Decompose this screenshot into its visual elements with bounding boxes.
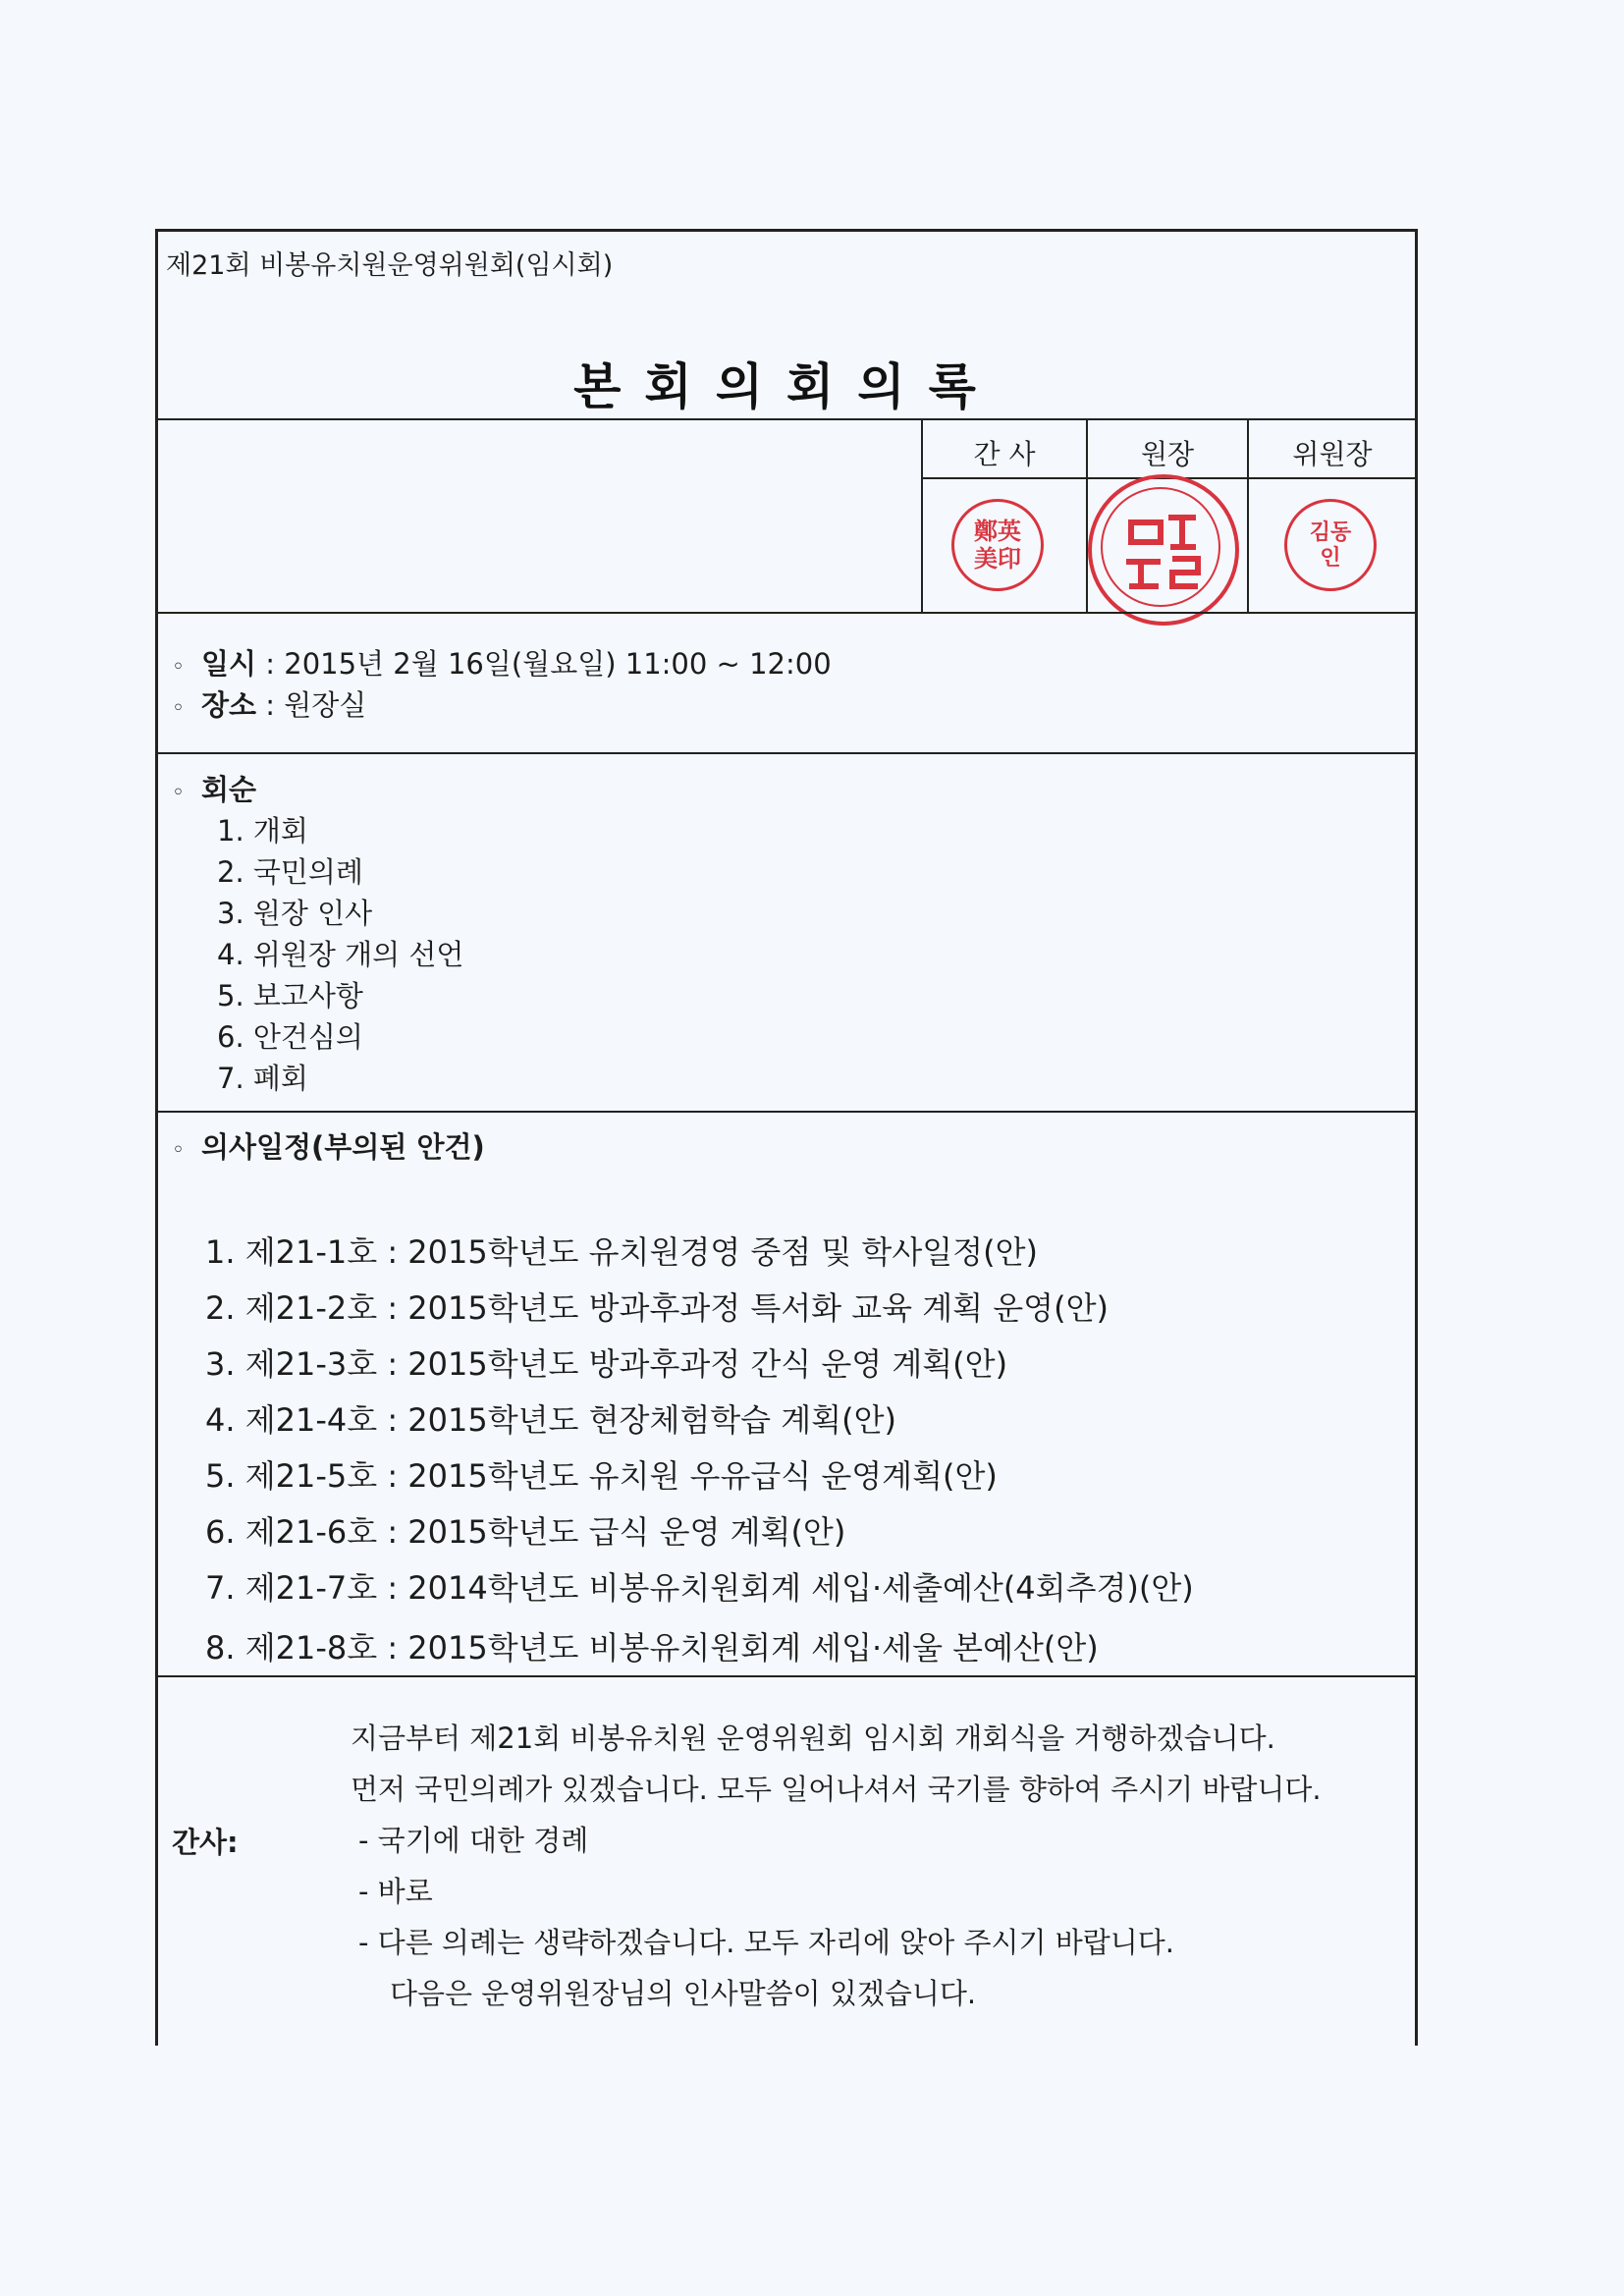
order-heading-line xyxy=(172,768,256,808)
bullet-icon: ◦ xyxy=(172,1138,185,1163)
speech-line: 먼저 국민의례가 있겠습니다. 모두 일어나셔서 국기를 향하여 주시기 바랍니다. xyxy=(351,1773,1322,1806)
sign-header-chair: 위원장 xyxy=(1292,438,1373,470)
speaker-label: 간사: xyxy=(172,1826,239,1859)
datetime-label: 일시 xyxy=(201,647,257,681)
chair-seal-text: 김동인 xyxy=(1309,519,1352,571)
place-line xyxy=(172,683,366,724)
speech-line: - 바로 xyxy=(358,1875,433,1908)
agenda-heading-line xyxy=(172,1125,485,1166)
bullet-icon: ◦ xyxy=(172,696,185,721)
agenda-item: 1. 제21-1호 : 2015학년도 유치원경영 중점 및 학사일정(안) xyxy=(205,1233,1038,1271)
secretary-seal xyxy=(951,499,1044,591)
place-label: 장소 xyxy=(201,688,257,722)
order-item: 3. 원장 인사 xyxy=(217,897,373,930)
agenda-item: 4. 제21-4호 : 2015학년도 현장체험학습 계획(안) xyxy=(205,1401,896,1439)
order-item: 1. 개회 xyxy=(217,814,308,847)
minutes-form xyxy=(155,229,1418,2046)
agenda-item: 5. 제21-5호 : 2015학년도 유치원 우유급식 운영계획(안) xyxy=(205,1457,998,1495)
divider-agenda xyxy=(158,1675,1415,1677)
agenda-item: 6. 제21-6호 : 2015학년도 급식 운영 계획(안) xyxy=(205,1513,846,1551)
agenda-item: 2. 제21-2호 : 2015학년도 방과후과정 특서화 교육 계획 운영(안) xyxy=(205,1289,1109,1327)
datetime-value: : 2015년 2월 16일(월요일) 11:00 ~ 12:00 xyxy=(265,647,832,681)
divider-info xyxy=(158,752,1415,754)
director-seal xyxy=(1088,474,1239,626)
order-heading: 회순 xyxy=(201,773,257,806)
order-item: 5. 보고사항 xyxy=(217,979,363,1012)
order-item: 4. 위원장 개의 선언 xyxy=(217,938,464,971)
session-label: 제21회 비봉유치원운영위원회(임시회) xyxy=(166,250,614,281)
agenda-item: 7. 제21-7호 : 2014학년도 비봉유치원회계 세입·세출예산(4회추경)(안) xyxy=(205,1569,1194,1607)
datetime-line xyxy=(172,642,832,683)
sign-header-secretary: 간 사 xyxy=(973,438,1036,470)
speech-line: 지금부터 제21회 비봉유치원 운영위원회 임시회 개회식을 거행하겠습니다. xyxy=(351,1722,1275,1755)
agenda-item: 3. 제21-3호 : 2015학년도 방과후과정 간식 운영 계획(안) xyxy=(205,1345,1008,1383)
order-item: 2. 국민의례 xyxy=(217,855,363,889)
secretary-seal-text: 鄭英美印 xyxy=(974,517,1021,573)
speech-line: - 다른 의례는 생략하겠습니다. 모두 자리에 앉아 주시기 바랍니다. xyxy=(358,1926,1175,1959)
bullet-icon: ◦ xyxy=(172,655,185,680)
divider-title xyxy=(158,418,1415,420)
order-item: 6. 안건심의 xyxy=(217,1020,363,1054)
bullet-icon: ◦ xyxy=(172,781,185,805)
sign-header-director: 원장 xyxy=(1140,438,1195,470)
divider-sign-bottom xyxy=(158,612,1415,614)
agenda-heading: 의사일정(부의된 안건) xyxy=(201,1130,485,1164)
speech-line: - 국기에 대한 경례 xyxy=(358,1824,589,1857)
speech-line: 다음은 운영위원장님의 인사말씀이 있겠습니다. xyxy=(390,1977,977,2010)
order-item: 7. 폐회 xyxy=(217,1062,308,1095)
document-title: 본회의회의록 xyxy=(573,358,1000,415)
divider-order xyxy=(158,1111,1415,1113)
place-value: : 원장실 xyxy=(265,688,367,722)
director-seal-mark xyxy=(1092,478,1235,622)
agenda-item: 8. 제21-8호 : 2015학년도 비봉유치원회계 세입·세울 본예산(안) xyxy=(205,1629,1099,1667)
chair-seal xyxy=(1284,499,1377,591)
